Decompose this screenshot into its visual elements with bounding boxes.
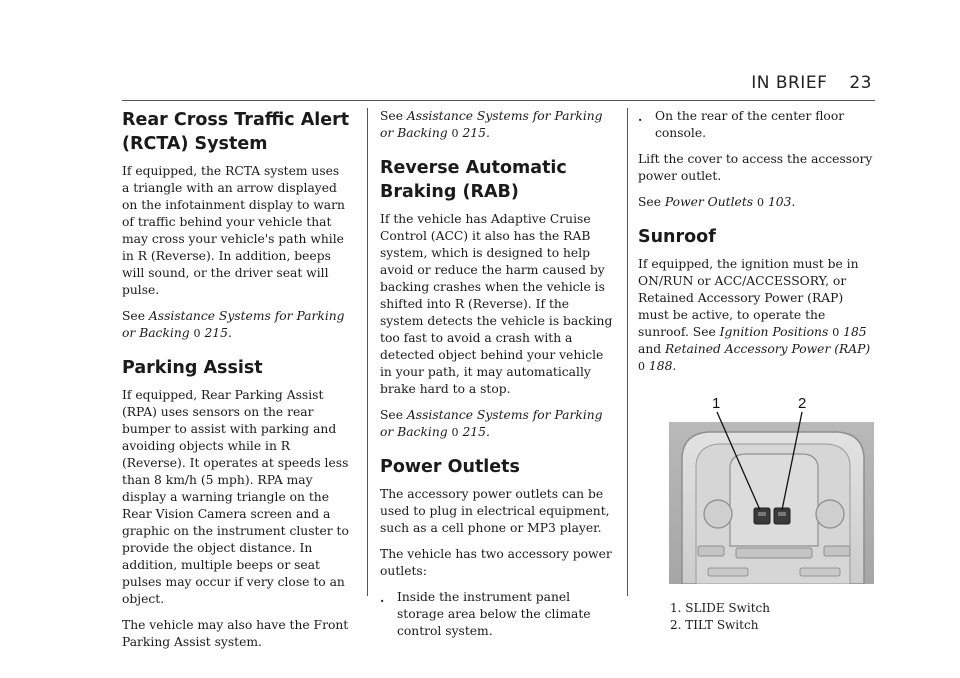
list-item bbox=[380, 589, 616, 640]
power-outlets-count: The vehicle has two accessory power outlets: bbox=[380, 547, 612, 578]
callout-1: 1 bbox=[712, 395, 721, 412]
figure-caption bbox=[670, 600, 876, 634]
power-outlets-body: The accessory power outlets can be used to plug in electrical equipment, such as a cell phone or MP3 player. bbox=[380, 487, 610, 535]
power-see-reference bbox=[638, 194, 876, 211]
rab-heading bbox=[380, 156, 616, 204]
right-map-lamp bbox=[816, 500, 844, 528]
rap-reference-link[interactable]: Retained Accessory Power (RAP) 0 188. bbox=[638, 342, 871, 373]
column-2 bbox=[380, 108, 616, 649]
header-rule bbox=[122, 100, 875, 101]
outlet-location-1: Inside the instrument panel storage area below the climate control system. bbox=[397, 590, 591, 638]
column-divider-2 bbox=[627, 108, 628, 596]
sunroof-switch-figure bbox=[638, 384, 874, 600]
left-map-lamp bbox=[704, 500, 732, 528]
list-item bbox=[638, 108, 876, 142]
rcta-heading-line2: (RCTA) System bbox=[122, 134, 268, 154]
caption-item-2: 2. TILT Switch bbox=[670, 618, 759, 632]
see-word: See bbox=[638, 195, 661, 209]
rcta-heading-line1: Rear Cross Traffic Alert bbox=[122, 110, 350, 130]
page-arrow-icon: 0 bbox=[638, 360, 645, 373]
page-arrow-icon: 0 bbox=[832, 326, 840, 339]
front-parking-assist-note: The vehicle may also have the Front Parking Assist system. bbox=[122, 618, 349, 649]
sunroof-body: If equipped, the ignition must be in ON/RUN or ACC/ACCESSORY, or Retained Accessory Power (RAP) must be active, to operate the sunroof. See Ignition Positions 0 185 and Retained Accessory Power (RAP) 0 188. bbox=[638, 257, 871, 373]
parking-assist-body: If equipped, Rear Parking Assist (RPA) uses sensors on the rear bumper to assist with parking and avoiding objects while in R (Reverse). It operates at speeds less than 8 km/h (5 mph). RPA may display a warning triangle on the Rear Vision Camera screen and a graphic on the instrument cluster to provide the object distance. In addition, multiple beeps or seat pulses may occur if very close to an object. bbox=[122, 388, 349, 606]
column-3 bbox=[638, 108, 876, 634]
page-arrow-icon: 0 bbox=[757, 196, 765, 209]
rab-heading-line1: Reverse Automatic bbox=[380, 158, 567, 178]
rab-body: If the vehicle has Adaptive Cruise Control (ACC) it also has the RAB system, which is designed to help avoid or reduce the harm caused by backing crashes when the vehicle is shifted into R (Reverse). If the system detects the vehicle is backing too fast to avoid a crash with a detected object behind your vehicle in your path, it may automatically brake hard to a stop. bbox=[380, 212, 613, 396]
sunroof-heading: Sunroof bbox=[638, 227, 716, 247]
rcta-see-reference bbox=[122, 308, 350, 342]
see-word: See bbox=[122, 309, 145, 323]
page-arrow-icon: 0 bbox=[193, 327, 201, 340]
overhead-console-illustration bbox=[638, 384, 874, 584]
parking-see-reference bbox=[380, 108, 616, 142]
page-arrow-icon: 0 bbox=[451, 127, 459, 140]
parking-assist-heading: Parking Assist bbox=[122, 358, 263, 378]
rab-heading-line2: Braking (RAB) bbox=[380, 182, 519, 202]
parking-reference-link[interactable]: Assistance Systems for Parking or Backing 0 215. bbox=[380, 109, 603, 140]
rab-reference-link[interactable]: Assistance Systems for Parking or Backing 0 215. bbox=[380, 408, 603, 439]
column-divider-1 bbox=[367, 108, 368, 596]
rcta-reference-link[interactable]: Assistance Systems for Parking or Backing 0 215. bbox=[122, 309, 345, 340]
page-number: 23 bbox=[849, 73, 872, 93]
column-1 bbox=[122, 108, 350, 660]
bullet-mark: . bbox=[380, 590, 385, 605]
page-arrow-icon: 0 bbox=[451, 426, 459, 439]
power-outlets-reference-link[interactable]: Power Outlets 0 103. bbox=[664, 195, 796, 209]
outlet-location-2: On the rear of the center floor console. bbox=[655, 109, 845, 140]
ignition-positions-link[interactable]: Ignition Positions 0 185 bbox=[719, 325, 867, 339]
power-outlets-heading: Power Outlets bbox=[380, 457, 520, 477]
lift-cover-text: Lift the cover to access the accessory power outlet. bbox=[638, 152, 873, 183]
running-head bbox=[751, 73, 872, 93]
bullet-mark: . bbox=[638, 109, 643, 124]
rcta-heading bbox=[122, 108, 350, 156]
caption-item-1: 1. SLIDE Switch bbox=[670, 601, 770, 615]
callout-2: 2 bbox=[798, 395, 807, 412]
rab-see-reference bbox=[380, 407, 616, 441]
see-word: See bbox=[380, 109, 403, 123]
see-word: See bbox=[380, 408, 403, 422]
rcta-body: If equipped, the RCTA system uses a triangle with an arrow displayed on the infotainment display to warn of traffic behind your vehicle that may cross your vehicle's path while in R (Reverse). In addition, beeps will sound, or the driver seat will pulse. bbox=[122, 164, 345, 297]
section-title: IN BRIEF bbox=[751, 73, 828, 93]
